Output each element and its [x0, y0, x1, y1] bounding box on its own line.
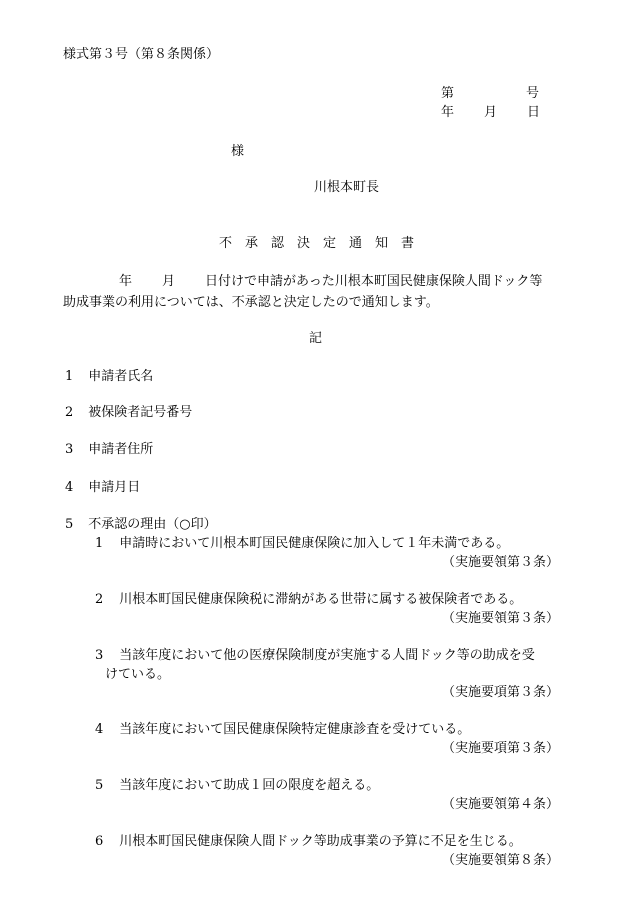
- reason-number: 4: [95, 722, 104, 737]
- reason-number: 5: [95, 778, 104, 793]
- item-2: [65, 406, 192, 419]
- reason-3-ref: （実施要項第３条）: [441, 685, 559, 700]
- date-line: [441, 106, 540, 119]
- reason-1: [95, 537, 509, 550]
- document-title: 不 承 認 決 定 通 知 書: [219, 236, 415, 251]
- body-year: 年: [119, 274, 133, 289]
- item-number: 3: [65, 442, 74, 457]
- item-number: 5: [65, 517, 74, 532]
- item-1: [65, 370, 153, 383]
- body-line1-rest: 日付けで申請があった川根本町国民健康保険人間ドック等: [205, 274, 543, 289]
- item-number: 1: [65, 369, 74, 384]
- doc-number-suffix: 号: [526, 86, 540, 101]
- date-month: 月: [484, 105, 498, 120]
- item-label: 被保険者記号番号: [88, 405, 193, 420]
- reason-4-ref: （実施要項第３条）: [441, 741, 559, 756]
- reason-text: 当該年度において国民健康保険特定健康診査を受けている。: [119, 722, 471, 737]
- item-number: 2: [65, 405, 74, 420]
- date-day: 日: [527, 105, 541, 120]
- reason-number: 3: [95, 648, 104, 663]
- item-5: [65, 518, 217, 531]
- item-label: 申請月日: [88, 480, 141, 495]
- reason-4: [95, 723, 470, 736]
- reason-2-ref: （実施要領第３条）: [441, 611, 559, 626]
- ki-heading: 記: [309, 331, 323, 346]
- reason-5-ref: （実施要領第４条）: [441, 797, 559, 812]
- item-label: 不承認の理由（○印）: [88, 517, 217, 532]
- addressee-honorific: 様: [231, 144, 245, 159]
- reason-3-continuation: けている。: [105, 667, 171, 682]
- reason-6: [95, 835, 522, 848]
- item-3: [65, 443, 153, 456]
- reason-5: [95, 779, 379, 792]
- reason-number: 6: [95, 834, 104, 849]
- sender-name: 川根本町長: [314, 180, 380, 195]
- reason-3: [95, 649, 535, 662]
- form-number: 様式第３号（第８条関係）: [63, 47, 220, 62]
- doc-number-prefix: 第: [441, 86, 455, 101]
- item-4: [65, 481, 140, 494]
- reason-number: 1: [95, 536, 104, 551]
- reason-text: 川根本町国民健康保険税に滞納がある世帯に属する被保険者である。: [119, 592, 523, 607]
- reason-text: 川根本町国民健康保険人間ドック等助成事業の予算に不足を生じる。: [119, 834, 522, 849]
- body-line-2: 助成事業の利用については、不承認と決定したので通知します。: [63, 295, 439, 310]
- date-year: 年: [441, 105, 455, 120]
- reason-1-ref: （実施要領第３条）: [441, 555, 559, 570]
- item-number: 4: [65, 480, 74, 495]
- reason-text: 申請時において川根本町国民健康保険に加入して１年未満である。: [119, 536, 510, 551]
- reason-6-ref: （実施要領第８条）: [441, 853, 559, 868]
- reason-text: 当該年度において助成１回の限度を超える。: [119, 778, 380, 793]
- item-label: 申請者氏名: [88, 369, 154, 384]
- reason-number: 2: [95, 592, 104, 607]
- item-label: 申請者住所: [88, 442, 154, 457]
- body-month: 月: [162, 274, 176, 289]
- document-number-line: [441, 87, 539, 100]
- body-line-1: [119, 275, 542, 288]
- reason-2: [95, 593, 522, 606]
- reason-text: 当該年度において他の医療保険制度が実施する人間ドック等の助成を受: [119, 648, 535, 663]
